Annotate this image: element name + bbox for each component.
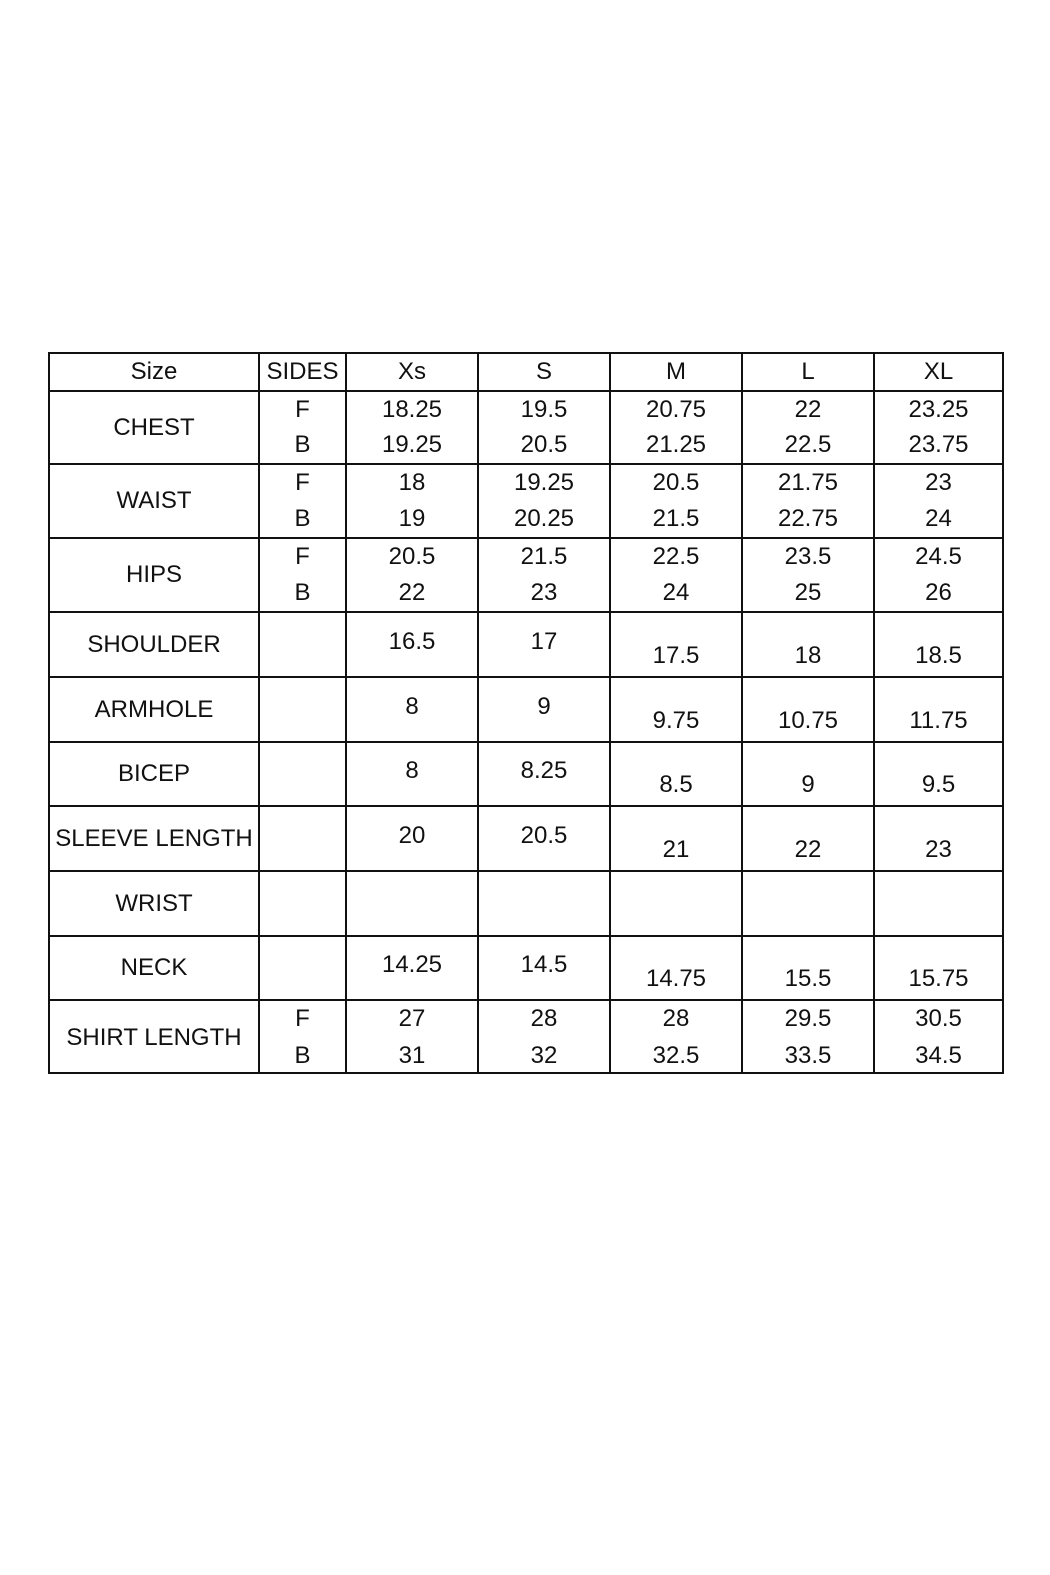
value-front: 21.5 (520, 543, 568, 570)
bicep-s (479, 743, 611, 807)
value-back: 32.5 (652, 1041, 700, 1069)
side-back: B (294, 505, 311, 532)
waist-xl (875, 465, 1002, 539)
bicep-l (743, 743, 875, 807)
side-front: F (295, 543, 310, 570)
value-front: 18 (398, 469, 426, 496)
hips-xl (875, 539, 1002, 613)
header-s: S (479, 354, 611, 392)
neck-sides (260, 937, 347, 1001)
row-label-shirt-length: SHIRT LENGTH (50, 1001, 260, 1074)
wrist-sides (260, 872, 347, 937)
shoulder-xs (347, 613, 479, 678)
armhole-xs (347, 678, 479, 743)
value-front: 23.25 (908, 395, 969, 423)
value-front: 20.75 (645, 395, 707, 423)
waist-s (479, 465, 611, 539)
value-back: 19.25 (381, 431, 443, 459)
value-back: 26 (925, 579, 952, 606)
header-l: L (743, 354, 875, 392)
value: 21 (662, 836, 690, 863)
hips-sides (260, 539, 347, 613)
value-front: 22.5 (652, 543, 700, 570)
row-label-bicep: BICEP (50, 743, 260, 807)
neck-l (743, 937, 875, 1001)
bicep-xl (875, 743, 1002, 807)
side-front: F (295, 1005, 310, 1033)
chest-xs (347, 392, 479, 465)
value-back: 20.5 (520, 431, 568, 459)
neck-m (611, 937, 743, 1001)
value-front: 18.25 (381, 395, 443, 423)
armhole-l (743, 678, 875, 743)
bicep-xs (347, 743, 479, 807)
hips-m (611, 539, 743, 613)
value-front: 29.5 (784, 1005, 832, 1033)
shirt-length-xl (875, 1001, 1002, 1074)
row-label-neck: NECK (50, 937, 260, 1001)
waist-m (611, 465, 743, 539)
value: 15.5 (784, 965, 832, 992)
value-front: 27 (398, 1005, 426, 1033)
value-back: 20.25 (513, 505, 575, 532)
row-label-wrist: WRIST (50, 872, 260, 937)
sleeve-length-xs (347, 807, 479, 872)
value: 20.5 (520, 821, 568, 849)
value-back: 31 (398, 1041, 426, 1069)
chest-xl (875, 392, 1002, 465)
value: 15.75 (908, 965, 969, 992)
side-back: B (294, 1041, 311, 1069)
value: 10.75 (777, 707, 839, 734)
value-back: 23 (530, 579, 558, 606)
value-front: 28 (530, 1005, 558, 1033)
value: 23 (925, 836, 952, 863)
armhole-xl (875, 678, 1002, 743)
sleeve-length-sides (260, 807, 347, 872)
value-back: 19 (398, 505, 426, 532)
chest-sides (260, 392, 347, 465)
wrist-xs (347, 872, 479, 937)
value: 9.75 (652, 707, 700, 734)
value-front: 24.5 (915, 543, 962, 570)
value-front: 21.75 (777, 469, 839, 496)
value: 9 (801, 771, 815, 798)
shirt-length-xs (347, 1001, 479, 1074)
header-xl: XL (875, 354, 1002, 392)
side-back: B (294, 431, 311, 459)
value: 18 (794, 642, 822, 669)
value: 14.75 (645, 965, 707, 992)
value: 8.25 (520, 757, 568, 784)
shirt-length-sides (260, 1001, 347, 1074)
chest-m (611, 392, 743, 465)
value: 14.5 (520, 951, 568, 978)
shirt-length-l (743, 1001, 875, 1074)
value-back: 24 (662, 579, 690, 606)
value-back: 34.5 (915, 1041, 962, 1069)
value: 22 (794, 836, 822, 863)
value-front: 19.25 (513, 469, 575, 496)
bicep-sides (260, 743, 347, 807)
sleeve-length-s (479, 807, 611, 872)
header-m: M (611, 354, 743, 392)
value-back: 22.75 (777, 505, 839, 532)
shoulder-m (611, 613, 743, 678)
waist-l (743, 465, 875, 539)
value: 8 (405, 692, 419, 720)
value-front: 19.5 (520, 395, 568, 423)
shirt-length-s (479, 1001, 611, 1074)
armhole-sides (260, 678, 347, 743)
value-back: 22 (398, 579, 426, 606)
value: 14.25 (381, 951, 443, 978)
wrist-xl (875, 872, 1002, 937)
sleeve-length-xl (875, 807, 1002, 872)
value: 9 (537, 692, 551, 720)
shoulder-s (479, 613, 611, 678)
value-front: 23.5 (784, 543, 832, 570)
side-front: F (295, 395, 310, 423)
value-back: 21.5 (652, 505, 700, 532)
value: 16.5 (388, 627, 436, 655)
row-label-hips: HIPS (50, 539, 260, 613)
neck-s (479, 937, 611, 1001)
value-back: 24 (925, 505, 952, 532)
row-label-shoulder: SHOULDER (50, 613, 260, 678)
sleeve-length-m (611, 807, 743, 872)
value-front: 30.5 (915, 1005, 962, 1033)
hips-l (743, 539, 875, 613)
value-front: 20.5 (652, 469, 700, 496)
value-back: 21.25 (645, 431, 707, 459)
value-front: 28 (662, 1005, 690, 1033)
side-front: F (295, 469, 310, 496)
side-back: B (294, 579, 311, 606)
header-xs: Xs (347, 354, 479, 392)
neck-xs (347, 937, 479, 1001)
wrist-l (743, 872, 875, 937)
hips-xs (347, 539, 479, 613)
size-chart-table (48, 352, 1004, 1074)
sleeve-length-l (743, 807, 875, 872)
header-sides: SIDES (260, 354, 347, 392)
value-back: 22.5 (784, 431, 832, 459)
value: 9.5 (921, 771, 956, 798)
waist-sides (260, 465, 347, 539)
wrist-m (611, 872, 743, 937)
value: 11.75 (909, 707, 968, 734)
bicep-m (611, 743, 743, 807)
row-label-chest: CHEST (50, 392, 260, 465)
shoulder-xl (875, 613, 1002, 678)
value-front: 23 (925, 469, 952, 496)
value-back: 33.5 (784, 1041, 832, 1069)
waist-xs (347, 465, 479, 539)
hips-s (479, 539, 611, 613)
armhole-m (611, 678, 743, 743)
value: 17 (530, 627, 558, 655)
row-label-waist: WAIST (50, 465, 260, 539)
row-label-sleeve-length: SLEEVE LENGTH (50, 807, 260, 872)
shirt-length-m (611, 1001, 743, 1074)
value-back: 23.75 (908, 431, 969, 459)
neck-xl (875, 937, 1002, 1001)
armhole-s (479, 678, 611, 743)
chest-l (743, 392, 875, 465)
value: 17.5 (652, 642, 700, 669)
value: 8.5 (659, 771, 693, 798)
value-front: 20.5 (388, 543, 436, 570)
shoulder-sides (260, 613, 347, 678)
wrist-s (479, 872, 611, 937)
value-front: 22 (794, 395, 822, 423)
value-back: 32 (530, 1041, 558, 1069)
header-size: Size (50, 354, 260, 392)
shoulder-l (743, 613, 875, 678)
value: 8 (405, 757, 419, 784)
value: 20 (398, 821, 426, 849)
value-back: 25 (794, 579, 822, 606)
row-label-armhole: ARMHOLE (50, 678, 260, 743)
value: 18.5 (915, 642, 962, 669)
chest-s (479, 392, 611, 465)
